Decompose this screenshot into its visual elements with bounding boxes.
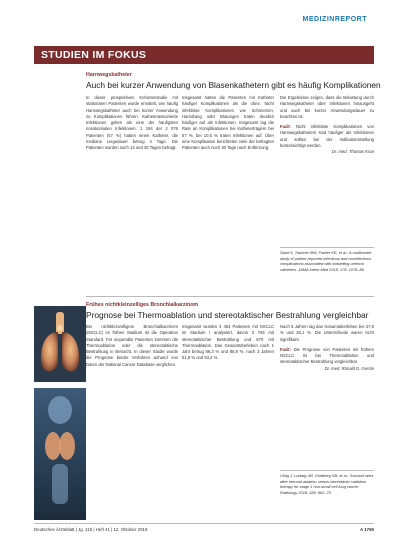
section-banner (34, 46, 374, 64)
article1-fazit-label: Fazit: (280, 124, 291, 129)
article1-source-divider (280, 247, 374, 248)
footer-divider (34, 523, 374, 524)
article1-column-1 (86, 95, 178, 285)
article2-column-2 (182, 324, 274, 514)
article2-col1-text: Bei nichtkleinzelligem Bronchialkarzinom (NSCLC) im frühen Stadium ist die Operation Standard. Für inoperable Patienten kommen die Thermoablation oder die stereotaktische Bestrahlung in Betracht. In dieser Studie wurde die Prognose beider Verfahren anhand von Daten der National Cancer Database verglichen. (86, 324, 178, 367)
article1-byline: Dr. med. Thomas Kron (331, 149, 374, 154)
article1-column-2 (182, 95, 274, 285)
article2-headline: Prognose bei Thermoablation und stereotaktischer Bestrahlung vergleichbar (86, 310, 369, 320)
footer-journal: Deutsches Ärzteblatt | Jg. 115 | Heft 41 | 12. Oktober 2018 (34, 527, 148, 532)
article1-headline: Auch bei kurzer Anwendung von Blasenkathetern gibt es häufig Komplikationen (86, 80, 381, 90)
section-tag: MEDIZINREPORT (302, 16, 367, 23)
article1-col3-text: Die Ergebnisse zeigen, dass die Belastung durch Harnwegskatheter über Infektionen hinausgeht und auch bei kurzer Anwendungsdauer zu beachten ist. (280, 95, 374, 119)
footer-page-number: A 1765 (360, 527, 374, 532)
article2-col3-text: Nach 5 Jahren lag das Gesamtüberleben bei 27,6 % und 28,1 %. Die Unterschiede waren nicht signifikant. (280, 324, 374, 342)
article2-byline: Dr. med. Ronald D. Gerste (324, 365, 374, 371)
article1-col1-text: In dieser prospektiven Kohortenstudie mit stationären Patienten wurde ermittelt, wie häufig Harnwegskatheter auch bei kurzer Anwendung zu Komplikationen führen. Katheterassoziierte Infektionen gelten als eine der häufigsten nosokomialen Infektionen. 1 194 der 2 076 Patienten (57 %) hatten einen Katheter, die mediane Liegedauer betrug 4 Tage. Die Patienten wurden nach 14 und 30 Tagen befragt. (86, 95, 178, 150)
article2-kicker: Frühes nichtkleinzelliges Bronchialkarzinom (86, 302, 199, 308)
article-separator (86, 296, 374, 297)
article2-source-divider (280, 470, 374, 471)
article2-fazit-label: Fazit: (280, 346, 291, 352)
article2-fazit-text: Die Prognose von Patienten mit frühem NSCLC ist bei Thermoablation und stereotaktischer Bestrahlung vergleichbar. (280, 346, 374, 365)
article2-column-1 (86, 324, 178, 514)
article2-column-3 (280, 324, 374, 468)
article1-source: Saint S, Trautner BW, Fowler KE, et al.: A multicenter study of patient-reported infectious and noninfectious complications associated with indwelling urethral catheters. JAMA Intern Med 2018; 178: 1078–85. (280, 250, 372, 272)
lung-illustration (34, 306, 86, 382)
body-illustration (34, 388, 86, 520)
banner-title: STUDIEN IM FOKUS (41, 49, 147, 61)
article2-col2-text: Insgesamt wurden 4 454 Patienten mit NSCLC im Stadium I analysiert, davon 3 784 mit stereotaktischer Bestrahlung und 670 mit Thermoablation. Das Gesamtüberleben nach 1 Jahr betrug 86,3 % und 85,8 %, nach 3 Jahren 51,8 % und 53,2 %. (182, 324, 274, 361)
article1-kicker: Harnwegskatheter (86, 72, 132, 78)
article1-column-3 (280, 95, 374, 245)
article1-col2-text: Insgesamt hatten die Patienten mit Katheter häufiger Komplikationen als die ohne. Nicht infektiöse Komplikationen wie Schmerzen, Harndrang oder Blutungen traten deutlich häufiger auf als Infektionen. Insgesamt lag die Rate an Komplikationen bei Katheterträgern bei 57 %, bei 10,5 % traten Infektionen auf. Über eine Komplikation berichteten viele der befragten Patienten auch noch 30 Tage nach Entfernung. (182, 95, 274, 150)
article1-fazit-text: Nicht infektiöse Komplikationen von Harnwegskathetern sind häufiger als Infektionen und sollten bei der Indikationsstellung berücksichtigt werden. (280, 124, 374, 148)
article2-source: Uhlig J, Ludwig JM, Goldberg SB, et al.: Survival rates after thermal ablation versus stereotactic radiation therapy for stage 1 non-small cell lung cancer. Radiology 2018; 289: 862–70. (280, 473, 374, 495)
